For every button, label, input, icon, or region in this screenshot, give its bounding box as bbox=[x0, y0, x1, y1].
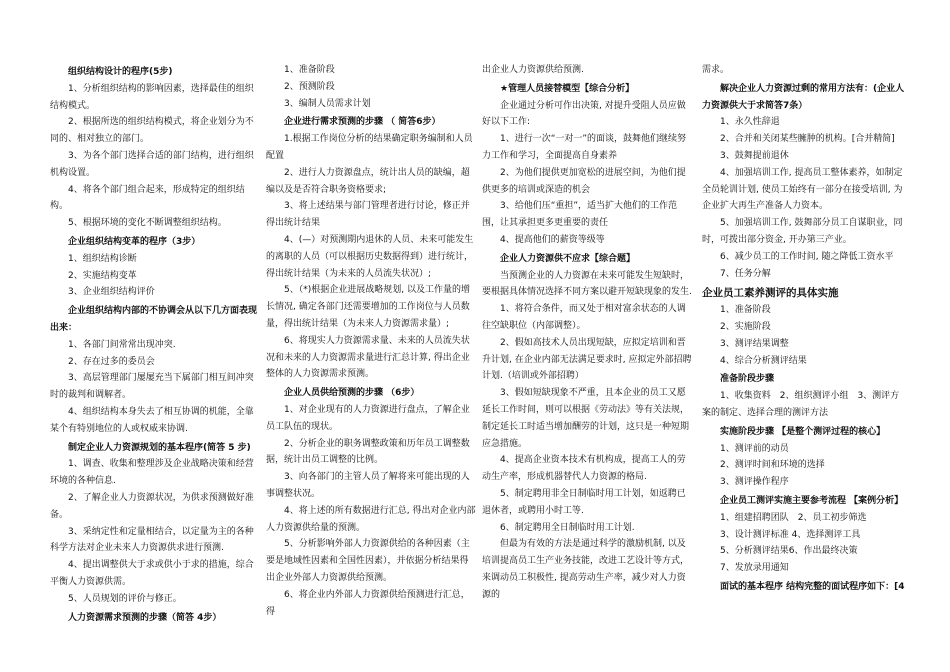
paragraph: 7、发放录用通知 bbox=[720, 563, 789, 574]
paragraph: 4、组织结构本身失去了相互协调的机能，全靠某个有特别地位的人或权威来协调. bbox=[50, 406, 254, 434]
section-heading: 组织结构设计的程序(5步) bbox=[68, 67, 173, 77]
paragraph: 2、实施阶段 bbox=[720, 321, 771, 332]
paragraph: 3、高层管理部门屡屡充当下属部门相互间冲突时的裁判和调解者。 bbox=[50, 373, 254, 401]
paragraph: 5、（*)根据企业进展战略规划, 以及工作量的增长情况, 确定各部门还需要增加的工作岗位与人员数量，得出统计结果（为未来人力资源需求量）; bbox=[266, 285, 470, 329]
paragraph: 3、测评操作程序 bbox=[720, 477, 789, 488]
paragraph: 2、实施结构变革 bbox=[68, 270, 137, 281]
paragraph: 3、企业组织结构评价 bbox=[68, 287, 155, 298]
paragraph: 1、组织结构诊断 bbox=[68, 253, 137, 264]
paragraph: 1.根据工作岗位分析的结果确定职务编制和人员配置 bbox=[266, 134, 473, 161]
paragraph: 4、加强培训工作, 提高员工整体素养，如制定全员轮训计划, 使员工始终有一部分在接受培训, 为企业扩大再生产准备人力资本。 bbox=[702, 167, 903, 212]
paragraph: 1、进行一次“一对一”的面谈，鼓舞他们继续努力工作和学习，全面提高自身素养 bbox=[482, 134, 687, 161]
section-heading: 企业组织结构内部的不协调会从以下几方面表现出来： bbox=[50, 306, 258, 333]
paragraph: 6、减少员工的工作时间, 随之降低工资水平 bbox=[720, 251, 894, 262]
section-heading: 企业人员供给预测的步骤 （6步） bbox=[284, 388, 420, 399]
column-3 bbox=[482, 62, 694, 604]
paragraph: 2、假如高技术人员出现短缺，应拟定培训和晋升计划, 在企业内部无法满足要求时, 应拟定外部招聘计划.（培训或外部招聘） bbox=[482, 337, 692, 382]
paragraph: 6、制定聘用全日制临时用工计划. bbox=[500, 522, 635, 533]
paragraph: 5、人员规划的评价与修正。 bbox=[68, 593, 182, 604]
paragraph: 3、给他们压“重担”，适当扩大他们的工作范围，让其承担更多更重要的责任 bbox=[482, 201, 678, 229]
section-heading: 面试的基本程序 结构完整的面试程序如下：[4 bbox=[720, 581, 905, 592]
paragraph: 2、分析企业的职务调整政策和历年员工调整数据，统计出员工调整的比例。 bbox=[266, 438, 470, 466]
paragraph: 4、将上述的所有数据进行汇总, 得出对企业内部人力资源供给量的预测。 bbox=[266, 505, 476, 533]
paragraph: 2、进行人力资源盘点，统计出人员的缺编，超编以及是否符合职务资格要求; bbox=[266, 167, 470, 195]
paragraph: 2、存在过多的委员会 bbox=[68, 356, 155, 367]
paragraph: 但最为有效的方法是通过科学的激励机制, 以及培训提高员工生产业务技能，改进工艺设计等方式，来调动员工积极性, 提高劳动生产率，减少对人力资源的 bbox=[482, 539, 690, 600]
paragraph: 1、准备阶段 bbox=[720, 305, 771, 316]
paragraph: 5、制定聘用非全日制临时用工计划，如返聘已退休者，或聘用小时工等. bbox=[482, 488, 686, 516]
paragraph: 3、鼓舞提前退休 bbox=[720, 150, 789, 161]
paragraph: 1、分析组织结构的影响因素，选择最佳的组织结构模式。 bbox=[50, 83, 254, 111]
paragraph: 4、将各个部门组合起来，形成特定的组织结构。 bbox=[50, 184, 245, 212]
paragraph: 1、调查、收集和整理涉及企业战略决策和经营环境的各种信息. bbox=[50, 459, 254, 487]
paragraph: 3、向各部门的主管人员了解将来可能出现的人事调整状况。 bbox=[266, 472, 470, 499]
section-heading: 制定企业人力资源规划的基本程序(简答 5 步) bbox=[68, 442, 251, 453]
section-heading: ★管理人员接替模型【综合分析】 bbox=[500, 83, 635, 94]
section-heading: 解决企业人力资源过剩的常用方法有：(企业人力资源供大于求简答7条） bbox=[702, 83, 905, 111]
section-heading: 企业组织结构变革的程序（3步） bbox=[68, 236, 201, 247]
section-heading: 企业人力资源供不应求【综合题】 bbox=[500, 253, 636, 264]
paragraph: 5、加强培训工作, 鼓舞部分员工自谋职业，同时，可拨出部分资金, 开办第三产业。 bbox=[702, 218, 903, 245]
section-heading: 准备阶段步骤 bbox=[720, 374, 775, 385]
paragraph: 1、测评前的动员 bbox=[720, 443, 789, 454]
paragraph: 7、任务分解 bbox=[720, 268, 771, 279]
paragraph: 1、收集资料 2、组织测评小组 3、测评方案的制定、选择合理的测评方法 bbox=[702, 391, 900, 418]
paragraph: 4、(—）对预测期内退休的人员、未来可能发生的离职的人员（可以根据历史数据得到）进行统计，得出统计结果（为未来的人员流失状况）; bbox=[266, 234, 474, 279]
paragraph: 3、设计测评标准 4、选择测评工具 bbox=[720, 529, 861, 540]
paragraph: 2、预测阶段 bbox=[284, 81, 335, 92]
paragraph: 需求。 bbox=[702, 65, 730, 75]
paragraph: 4、提高企业资本技术有机构成，提高工人的劳动生产率，形成机器替代人力资源的格局. bbox=[482, 455, 686, 483]
paragraph: 4、综合分析测评结果 bbox=[720, 355, 807, 366]
section-heading: 实施阶段步骤 【是整个测评过程的核心】 bbox=[720, 426, 886, 437]
paragraph: 2、了解企业人力资源状况，为供求预测做好准备。 bbox=[50, 492, 254, 520]
paragraph: 3、假如短缺现象不严重，且本企业的员工又愿延长工作时间，则可以根据《劳动法》等有关法规，制定延长工时适当增加酬劳的计划，这只是一种短期应急措施。 bbox=[482, 388, 690, 449]
paragraph: 4、提高他们的薪资等级等 bbox=[500, 234, 605, 245]
paragraph: 1、永久性辞退 bbox=[720, 117, 780, 128]
paragraph: 2、测评时间和环境的选择 bbox=[720, 460, 825, 471]
column-1 bbox=[50, 62, 260, 626]
section-heading: 企业进行需求预测的步骤 （ 简答6步） bbox=[284, 117, 441, 128]
section-heading: 企业员工测评实施主要参考流程 【案例分析】 bbox=[720, 495, 904, 506]
paragraph: 5、分析测评结果6、作出最终决策 bbox=[720, 546, 858, 557]
paragraph: 2、为他们提供更加宽松的进展空间，为他们提供更多的培训或深造的机会 bbox=[482, 167, 686, 195]
paragraph: 5、分析影响外部人力资源供给的各种因素（主要是地域性因素和全国性因素），并依据分析结果得出企业外部人力资源供给预测。 bbox=[266, 539, 470, 583]
paragraph: 5、根据环境的变化不断调整组织结构。 bbox=[68, 218, 227, 229]
paragraph: 3、为各个部门选择合适的部门结构，进行组织机构设置。 bbox=[50, 150, 254, 178]
paragraph: 1、准备阶段 bbox=[284, 65, 335, 75]
section-heading: 人力资源需求预测的步骤（简答 4步） bbox=[68, 612, 222, 623]
paragraph: 1、将符合条件，而又处于相对富余状态的人调往空缺职位（内部调整）。 bbox=[482, 304, 686, 331]
paragraph: 4、提出调整供大于求或供小于求的措施，综合平衡人力资源供需。 bbox=[50, 560, 254, 587]
column-2 bbox=[266, 62, 476, 620]
paragraph: 2、根据所选的组织结构模式，将企业划分为不同的、相对独立的部门。 bbox=[50, 117, 254, 145]
paragraph: 1、组建招聘团队 2、员工初步筛选 bbox=[720, 512, 867, 523]
paragraph: 1、各部门间常常出现冲突. bbox=[68, 339, 176, 350]
section-heading: 企业员工素养测评的具体实施 bbox=[702, 287, 839, 300]
paragraph: 3、采纳定性和定量相结合，以定量为主的各种科学方法对企业未来人力资源供求进行预测. bbox=[50, 526, 254, 554]
paragraph: 企业通过分析可作出决策, 对提升受阻人员应做好以下工作: bbox=[482, 100, 686, 128]
paragraph: 6、将现实人力资源需求量、未来的人员流失状况和未来的人力资源需求量进行汇总计算, 得出企业整体的人力资源需求预测。 bbox=[266, 335, 470, 380]
paragraph: 2、合并和关闭某些臃肿的机构。[合并精简] bbox=[720, 134, 895, 145]
paragraph: 1、对企业现有的人力资源进行盘点，了解企业员工队伍的现状。 bbox=[266, 404, 470, 432]
paragraph: 出企业人力资源供给预测. bbox=[482, 65, 584, 75]
paragraph: 6、将企业内外部人力资源供给预测进行汇总，得 bbox=[266, 589, 470, 617]
paragraph: 3、将上述结果与部门管理者进行讨论，修正并得出统计结果 bbox=[266, 201, 470, 229]
paragraph: 3、编制人员需求计划 bbox=[284, 98, 371, 109]
paragraph: 当预测企业的人力资源在未来可能发生短缺时，要根据具体情况选择不同方案以避开短缺现象的发生. bbox=[482, 270, 692, 298]
column-4 bbox=[702, 62, 908, 596]
paragraph: 3、测评结果调整 bbox=[720, 338, 789, 349]
